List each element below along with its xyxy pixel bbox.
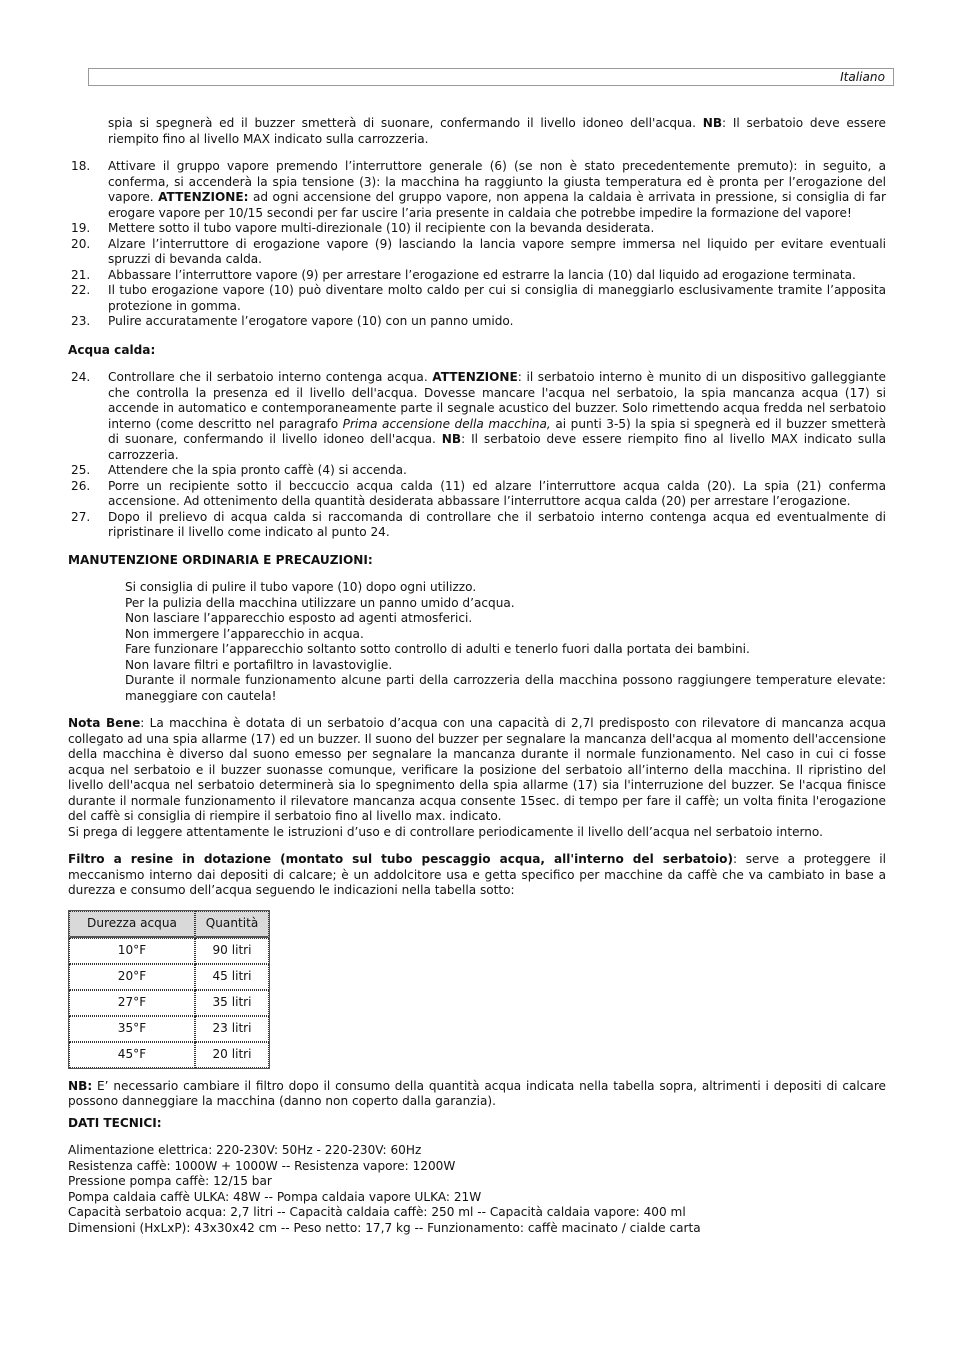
step-item <box>68 370 886 463</box>
section-title-acqua-calda: Acqua calda: <box>68 342 156 357</box>
step-item <box>68 268 886 284</box>
step-text: Abbassare l’interruttore vapore (9) per arrestare l’erogazione ed estrarre la lancia (10) dal liquido ad erogazione terminata. <box>108 267 856 282</box>
step-text: Alzare l’interruttore di erogazione vapore (9) lasciando la lancia vapore sempre immersa nel liquido per evitare eventuali spruzzi di bevanda calda. <box>108 236 886 267</box>
step-text: Controllare che il serbatoio interno contenga acqua. <box>108 370 433 385</box>
nb-filtro-paragraph <box>68 1079 886 1110</box>
intro-continuation <box>108 116 886 147</box>
page-header <box>88 68 894 86</box>
spec-line: Pompa caldaia caffè ULKA: 48W -- Pompa caldaia vapore ULKA: 21W <box>68 1189 482 1204</box>
step-number: 22. <box>71 283 91 298</box>
intro-text-after: : Il serbatoio deve essere riempito fino al livello MAX indicato sulla carrozzeria. <box>108 116 886 146</box>
step-bold: ATTENZIONE <box>432 370 518 385</box>
steps-vapore <box>68 159 886 330</box>
table-cell: 90 litri <box>195 938 269 964</box>
section-title-dati-tecnici: DATI TECNICI: <box>68 1115 162 1130</box>
list-item: Non lavare filtri e portafiltro in lavastoviglie. <box>125 657 393 672</box>
table-cell: 10°F <box>69 938 195 964</box>
step-text: Attivare il gruppo vapore premendo l’interruttore generale (6) (se non è stato precedentemente premuto): in seguito, a conferma, si accenderà la spia tensione (3): la macchina ha raggiunto la giusta temperatura ed è pronta per l’erogazione del vapore. <box>108 159 886 205</box>
table-cell: 20 litri <box>195 1042 269 1068</box>
intro-text: spia si spegnerà ed il buzzer smetterà di suonare, confermando il livello idoneo dell'acqua. <box>108 116 703 131</box>
step-bold: ATTENZIONE: <box>158 190 249 205</box>
spec-line: Alimentazione elettrica: 220-230V: 50Hz - 220-230V: 60Hz <box>68 1143 422 1158</box>
nota-bene-text: : La macchina è dotata di un serbatoio d’acqua con una capacità di 2,7l predisposto con rilevatore di mancanza acqua collegato ad una spia allarme (17) ed un buzzer. Il suono del buzzer per segnalare la mancanza dell'acqua al momento dell'accensione della macchina è diverso dal suono emesso per segnalare la mancanza durante il normale funzionamento. Nel caso in cui ci fosse acqua nel serbatoio e il buzzer suonasse comunque, verificare la posizione del serbatoio all’interno della macchina. Il ripristino del livello dell'acqua nel serbatoio determinerà sia lo spegnimento della spia allarme (17) sia l'interruzione del buzzer. Se l'acqua finisce durante il normale funzionamento il rilevatore mancanza acqua consente 15sec. di tempo per fare il caffè; un volta finita l'erogazione del caffè si consiglia di riempire il serbatoio fino al livello max. indicato. <box>68 716 886 824</box>
spec-line: Capacità serbatoio acqua: 2,7 litri -- Capacità caldaia caffè: 250 ml -- Capacità caldaia vapore: 400 ml <box>68 1205 686 1220</box>
nb-label: NB: <box>68 1078 93 1093</box>
maintenance-list <box>125 580 886 704</box>
tech-specs <box>68 1143 886 1236</box>
filtro-paragraph <box>68 852 886 899</box>
step-text: Porre un recipiente sotto il beccuccio acqua calda (11) ed alzare l’interruttore acqua calda (20). La spia (21) conferma accensione. Ad ottenimento della quantità desiderata abbassare l’interruttore acqua calda (20) per arrestare l’erogazione. <box>108 478 886 509</box>
table-cell: 35°F <box>69 1016 195 1042</box>
table-cell: 27°F <box>69 990 195 1016</box>
step-number: 25. <box>71 463 91 478</box>
intro-nb: NB <box>702 116 723 131</box>
step-text: Attendere che la spia pronto caffè (4) si accenda. <box>108 463 407 478</box>
filtro-text: : serve a proteggere il meccanismo interno dai depositi di calcare; è un addolcitore usa e getta specifico per macchine da caffè che va cambiato in base a durezza e consumo dell’acqua seguendo le indicazioni nella tabella sotto: <box>68 852 886 898</box>
table-cell: 23 litri <box>195 1016 269 1042</box>
list-item: Si consiglia di pulire il tubo vapore (10) dopo ogni utilizzo. <box>125 580 477 595</box>
step-text: Mettere sotto il tubo vapore multi-direzionale (10) il recipiente con la bevanda desiderata. <box>108 221 655 236</box>
nb-text: E’ necessario cambiare il filtro dopo il consumo della quantità acqua indicata nella tabella sopra, altrimenti i depositi di calcare possono danneggiare la macchina (danno non coperto dalla garanzia). <box>68 1078 886 1109</box>
list-item: Per la pulizia della macchina utilizzare un panno umido d’acqua. <box>125 595 515 610</box>
list-item: Durante il normale funzionamento alcune parti della carrozzeria della macchina possono raggiungere temperature elevate: maneggiare con cautela! <box>125 673 886 703</box>
step-item <box>68 314 886 330</box>
header-language: Italiano <box>840 70 885 84</box>
step-item <box>68 479 886 510</box>
table-row <box>69 990 269 1016</box>
step-bold: NB <box>441 432 462 447</box>
step-item <box>68 237 886 268</box>
durezza-table <box>68 910 270 1069</box>
table-row <box>69 964 269 990</box>
list-item: Non lasciare l’apparecchio esposto ad agenti atmosferici. <box>125 611 473 626</box>
step-item <box>68 510 886 541</box>
list-item: Non immergere l’apparecchio in acqua. <box>125 626 364 641</box>
step-item <box>68 221 886 237</box>
step-number: 23. <box>71 314 91 329</box>
step-italic: Prima accensione della macchina, <box>342 416 551 431</box>
steps-acqua-calda <box>68 370 886 541</box>
spec-line: Resistenza caffè: 1000W + 1000W -- Resistenza vapore: 1200W <box>68 1158 456 1173</box>
filtro-title: Filtro a resine in dotazione (montato sul tubo pescaggio acqua, all'interno del serbatoio) <box>68 852 734 867</box>
list-item: Fare funzionare l’apparecchio soltanto sotto controllo di adulti e tenerlo fuori dalla portata dei bambini. <box>125 642 750 657</box>
step-item <box>68 463 886 479</box>
nota-bene-label: Nota Bene <box>68 716 141 731</box>
column-header: Durezza acqua <box>69 911 195 938</box>
table-row <box>69 1042 269 1068</box>
step-item <box>68 283 886 314</box>
step-text: Il tubo erogazione vapore (10) può diventare molto caldo per cui si consiglia di maneggiarlo esclusivamente tramite l’apposita protezione in gomma. <box>108 283 886 313</box>
step-text: Pulire accuratamente l’erogatore vapore (10) con un panno umido. <box>108 314 514 329</box>
nota-bene-paragraph <box>68 716 886 825</box>
step-text: : il serbatoio interno è munito di un dispositivo galleggiante che controlla la presenza ed il livello dell'acqua. Dovesse mancare l'acqua nel serbatoio, la spia mancanza acqua (17) si accende in automatico e contemporaneamente parte il segnale acustico del buzzer. Solo rimettendo acqua fredda nel serbatoio interno (come descritto nel paragrafo <box>108 370 886 431</box>
step-number: 18. <box>71 159 91 174</box>
document-body <box>68 104 886 1236</box>
spec-line: Dimensioni (HxLxP): 43x30x42 cm -- Peso netto: 17,7 kg -- Funzionamento: caffè macinato / cialde carta <box>68 1220 701 1235</box>
table-cell: 45 litri <box>195 964 269 990</box>
nota-bene-paragraph-2: Si prega di leggere attentamente le istruzioni d’uso e di controllare periodicamente il livello dell’acqua nel serbatoio interno. <box>68 824 823 839</box>
table-cell: 20°F <box>69 964 195 990</box>
table-cell: 35 litri <box>195 990 269 1016</box>
table-cell: 45°F <box>69 1042 195 1068</box>
table-row <box>69 938 269 964</box>
spec-line: Pressione pompa caffè: 12/15 bar <box>68 1174 272 1189</box>
step-text: : Il serbatoio deve essere riempito fino al livello MAX indicato sulla carrozzeria. <box>108 432 886 462</box>
table-row <box>69 1016 269 1042</box>
section-title-manutenzione: MANUTENZIONE ORDINARIA E PRECAUZIONI: <box>68 552 373 567</box>
step-number: 19. <box>71 221 91 236</box>
step-text: Dopo il prelievo di acqua calda si raccomanda di controllare che il serbatoio interno contenga acqua ed eventualmente di ripristinare il livello come indicato al punto 24. <box>108 509 886 540</box>
table-header-row <box>69 911 269 938</box>
column-header: Quantità <box>195 911 269 938</box>
step-number: 26. <box>71 478 91 493</box>
step-number: 20. <box>71 236 91 251</box>
step-number: 27. <box>71 509 91 524</box>
step-number: 21. <box>71 267 91 282</box>
step-text: ai punti 3-5) la spia si spegnerà ed il buzzer smetterà di suonare, confermando il livello idoneo dell'acqua. <box>108 416 886 447</box>
step-text-after: ad ogni accensione del gruppo vapore, non appena la caldaia è arrivata in pressione, si consiglia di far erogare vapore per 10/15 secondi per far uscire l’aria presente in caldaia che potrebbe impedire la formazione del vapore! <box>108 190 886 220</box>
step-item <box>68 159 886 221</box>
step-number: 24. <box>71 370 91 385</box>
